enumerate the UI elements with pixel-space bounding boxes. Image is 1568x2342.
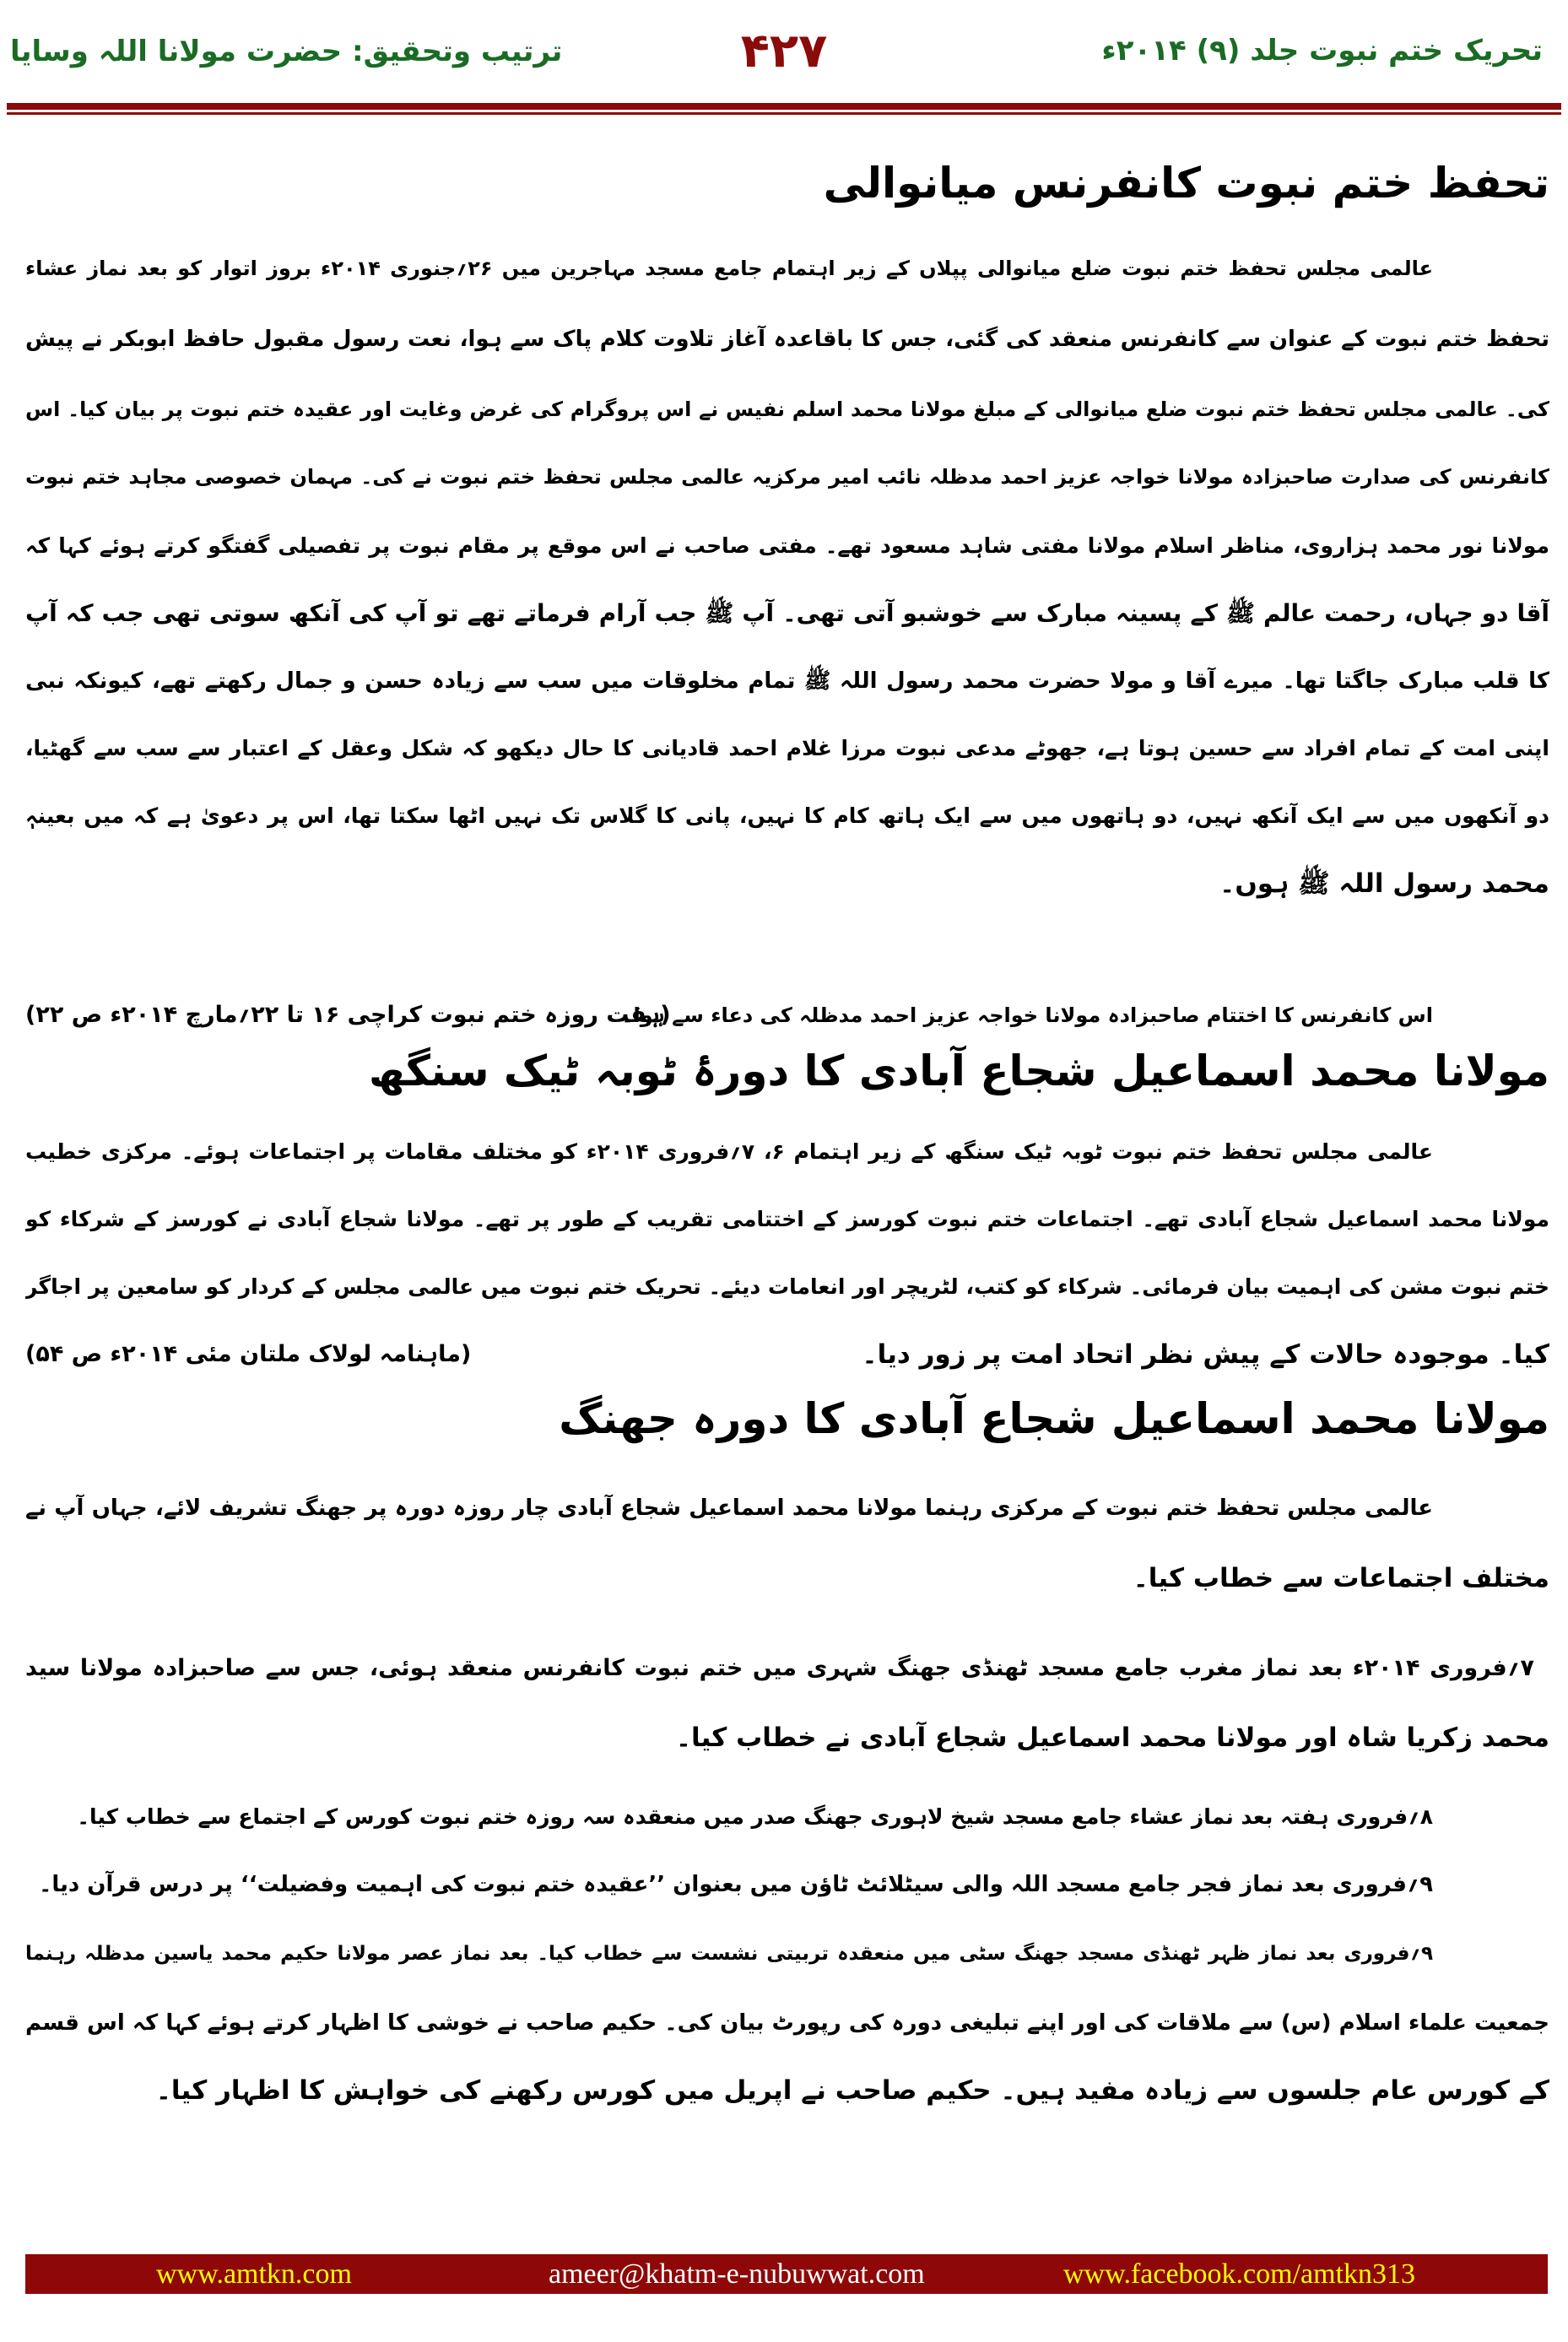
website-link[interactable]: www.amtkn.com [156,2258,352,2290]
header-rule-thick [7,103,1561,110]
section-title: مولانا محمد اسماعیل شجاع آبادی کا دورۂ ٹوبہ ٹیک سنگھ [368,1047,1549,1095]
text-line: تحفظ ختم نبوت کے عنوان سے کانفرنس منعقد کی گئی، جس کا باقاعدہ آغاز تلاوت کلام پاک سے ہوا، نعت رسول مقبول حافظ ابوبکر نے پیش [25,327,1549,352]
footer-bar [25,2254,1548,2294]
text-line: ۷؍فروری ۲۰۱۴ء بعد نماز مغرب جامع مسجد ٹھنڈی جھنگ شہری میں ختم نبوت کانفرنس منعقد ہوئی، جس سے صاحبزادہ مولانا سید [25,1655,1534,1681]
text-line: مولانا محمد اسماعیل شجاع آبادی تھے۔ اجتماعات ختم نبوت کورسز کے اختتامی تقریب کے طور پر تھے۔ مولانا شجاع آبادی نے کورسز کے شرکاء کو [25,1207,1549,1231]
facebook-link[interactable]: www.facebook.com/amtkn313 [1063,2258,1416,2290]
page-number: ۴۲۷ [740,24,828,78]
book-title: تحریک ختم نبوت جلد (۹) ۲۰۱۴ء [1101,34,1543,68]
source-citation: (ہفت روزہ ختم نبوت کراچی ۱۶ تا ۲۲؍مارچ ۲۰۱۴ء ص ۲۲) [25,1002,671,1028]
email-link[interactable]: ameer@khatm-e-nubuwwat.com [549,2258,925,2290]
text-line: محمد رسول اللہ ﷺ ہوں۔ [1219,868,1549,899]
text-line: جمعیت علماء اسلام (س) سے ملاقات کی اور اپنے تبلیغی دورہ کی رپورٹ بیان کی۔ حکیم صاحب نے خوشی کا اظہار کرتے ہوئے کہا کہ اس قسم [25,2010,1549,2036]
text-line: عالمی مجلس تحفظ ختم نبوت کے مرکزی رہنما مولانا محمد اسماعیل شجاع آبادی چار روزہ دورہ پر جھنگ تشریف لائے، جہاں آپ نے [25,1496,1433,1521]
text-line: کیا۔ موجودہ حالات کے پیش نظر اتحاد امت پر زور دیا۔ [862,1339,1549,1370]
text-line: دو آنکھوں میں سے ایک آنکھ نہیں، دو ہاتھوں میں سے ایک ہاتھ کام کا نہیں، پانی کا گلاس تک نہیں اٹھا سکتا تھا، اس پر دعویٰ ہے کہ میں بعینہٖ [25,803,1549,828]
text-line: آقا دو جہاں، رحمت عالم ﷺ کے پسینہ مبارک سے خوشبو آتی تھی۔ آپ ﷺ جب آرام فرماتے تھے تو آپ کی آنکھ سوتی تھی جب کہ آپ [25,599,1549,627]
source-citation: (ماہنامہ لولاک ملتان مئی ۲۰۱۴ء ص ۵۴) [25,1341,472,1367]
text-line: اپنی امت کے تمام افراد سے حسین ہوتا ہے، جھوٹے مدعی نبوت مرزا غلام احمد قادیانی کا حال دیکھو کہ شکل وعقل کے اعتبار سے سب سے گھٹیا، [25,736,1549,760]
text-line: کا قلب مبارک جاگتا تھا۔ میرے آقا و مولا حضرت محمد رسول اللہ ﷺ تمام مخلوقات میں سب سے زیادہ حسن و جمال رکھتے تھے، کیونکہ نبی [25,668,1549,694]
text-line: اس کانفرنس کا اختتام صاحبزادہ مولانا خواجہ عزیز احمد مدظلہ کی دعاء سے ہوا۔ [621,1003,1433,1027]
text-line: مولانا نور محمد ہزاروی، مناظر اسلام مولانا مفتی شاہد مسعود تھے۔ مفتی صاحب نے اس موقع پر مقام نبوت پر تفصیلی گفتگو کرتے ہوئے کہا کہ [25,533,1549,558]
text-line: عالمی مجلس تحفظ ختم نبوت ضلع میانوالی پپلاں کے زیر اہتمام جامع مسجد مہاجرین میں ۲۶؍جنوری ۲۰۱۴ء بروز اتوار کو بعد نماز عشاء [25,257,1433,280]
section-title: مولانا محمد اسماعیل شجاع آبادی کا دورہ جھنگ [559,1394,1549,1443]
compiler-credit: ترتیب وتحقیق: حضرت مولانا اللہ وسایا [10,35,563,68]
text-line: کانفرنس کی صدارت صاحبزادہ مولانا خواجہ عزیز احمد مدظلہ نائب امیر مرکزیہ عالمی مجلس تحفظ ختم نبوت نے کی۔ مہمان خصوصی مجاہد ختم نبوت [25,465,1549,489]
text-line: کے کورس عام جلسوں سے زیادہ مفید ہیں۔ حکیم صاحب نے اپریل میں کورس رکھنے کی خواہش کا اظہار کیا۔ [155,2075,1549,2106]
list-item: ۹؍فروری بعد نماز فجر جامع مسجد اللہ والی سیٹلائٹ ٹاؤن میں بعنوان ’’عقیدہ ختم نبوت کی اہمیت وفضیلت‘‘ پر درس قرآن دیا۔ [39,1872,1433,1897]
header-rule-thin [7,112,1561,115]
text-line: محمد زکریا شاہ اور مولانا محمد اسماعیل شجاع آبادی نے خطاب کیا۔ [675,1723,1549,1753]
list-item: ۹؍فروری بعد نماز ظہر ٹھنڈی مسجد جھنگ سٹی میں منعقدہ تربیتی نشست سے خطاب کیا۔ بعد نماز عصر مولانا حکیم محمد یاسین مدظلہ رہنما [25,1943,1433,1965]
text-line: ختم نبوت مشن کی اہمیت بیان فرمائی۔ شرکاء کو کتب، لٹریچر اور انعامات دیئے۔ تحریک ختم نبوت میں عالمی مجلس کے کردار کو سامعین پر اجاگر [25,1274,1549,1299]
text-line: مختلف اجتماعات سے خطاب کیا۔ [1133,1563,1549,1593]
section-title: تحفظ ختم نبوت کانفرنس میانوالی [823,159,1549,208]
text-line: کی۔ عالمی مجلس تحفظ ختم نبوت ضلع میانوالی کے مبلغ مولانا محمد اسلم نفیس نے اس پروگرام کی غرض وغایت اور عقیدہ ختم نبوت پر بیان کیا۔ اس [25,398,1549,421]
list-item: ۸؍فروری ہفتہ بعد نماز عشاء جامع مسجد شیخ لاہوری جھنگ صدر میں منعقدہ سہ روزہ ختم نبوت کورس کے اجتماع سے خطاب کیا۔ [77,1804,1433,1829]
text-line: عالمی مجلس تحفظ ختم نبوت ٹوبہ ٹیک سنگھ کے زیر اہتمام ۶، ۷؍فروری ۲۰۱۴ء کو مختلف مقامات پر اجتماعات ہوئے۔ مرکزی خطیب [25,1139,1433,1164]
